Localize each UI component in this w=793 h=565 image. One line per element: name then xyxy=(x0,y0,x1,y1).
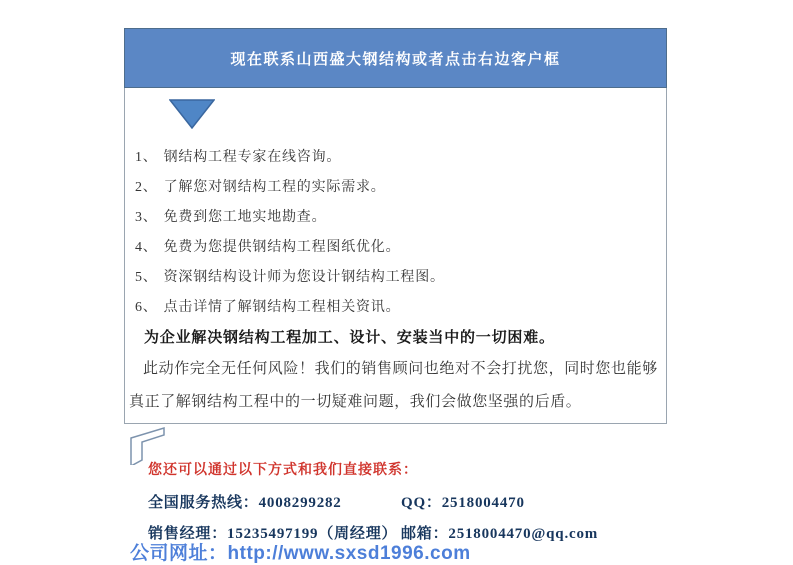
website-label: 公司网址： xyxy=(130,543,228,564)
promo-header-banner xyxy=(124,28,667,88)
step-item-6: 6、 点击详情了解钢结构工程相关资讯。 xyxy=(135,300,401,315)
email-value: 2518004470@qq.com xyxy=(448,526,599,542)
qq-label: QQ： xyxy=(401,495,442,511)
manager-number: 15235497199（周经理） xyxy=(227,526,398,542)
contact-intro: 您还可以通过以下方式和我们直接联系： xyxy=(148,463,418,478)
email-label: 邮箱： xyxy=(401,526,449,542)
manager-label: 销售经理： xyxy=(148,526,228,542)
reassurance-text: 此动作完全无任何风险！我们的销售顾问也绝对不会打扰您，同时您也能够真正了解钢结构工程中的一切疑难问题，我们会做您坚强的后盾。 xyxy=(129,361,658,410)
hotline-pair xyxy=(148,491,401,512)
promo-header-title: 现在联系山西盛大钢结构或者点击右边客户框 xyxy=(230,51,561,68)
step-item-3: 3、 免费到您工地实地勘查。 xyxy=(135,210,327,225)
highlight-text: 为企业解决钢结构工程加工、设计、安装当中的一切困难。 xyxy=(144,330,555,346)
promo-body xyxy=(125,88,666,423)
hotline-label: 全国服务热线： xyxy=(148,495,259,511)
website-link[interactable]: http://www.sxsd1996.com xyxy=(227,543,471,564)
step-item-1: 1、 钢结构工程专家在线咨询。 xyxy=(135,150,342,165)
step-item-2: 2、 了解您对钢结构工程的实际需求。 xyxy=(135,180,386,195)
website-line xyxy=(130,538,471,565)
step-item-4: 4、 免费为您提供钢结构工程图纸优化。 xyxy=(135,240,401,255)
down-arrow-icon xyxy=(169,99,215,129)
steps-list xyxy=(129,143,662,323)
qq-number: 2518004470 xyxy=(441,495,525,511)
hotline-number: 4008299282 xyxy=(258,495,342,511)
qq-pair xyxy=(401,491,525,512)
step-item-5: 5、 资深钢结构设计师为您设计钢结构工程图。 xyxy=(135,270,445,285)
contact-promo-box xyxy=(124,28,667,424)
contact-line-hotline xyxy=(148,491,525,512)
